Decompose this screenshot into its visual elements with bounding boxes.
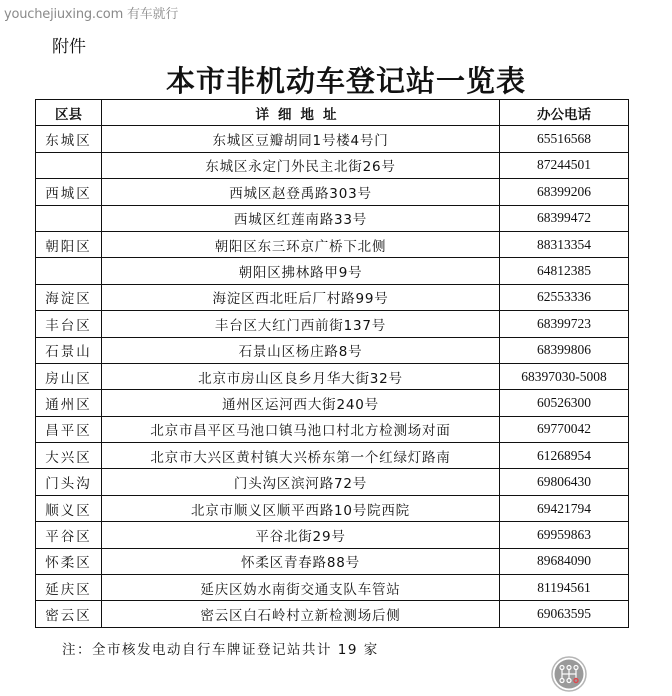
table-row <box>36 311 629 337</box>
address-cell: 平谷北街29号 <box>102 522 500 548</box>
table-row <box>36 231 629 257</box>
district-cell: 密云区 <box>36 601 102 627</box>
address-cell: 丰台区大红门西前街137号 <box>102 311 500 337</box>
table-row <box>36 548 629 574</box>
table-row <box>36 258 629 284</box>
page-title: 本市非机动车登记站一览表 <box>165 64 526 98</box>
phone-cell: 81194561 <box>500 575 629 601</box>
address-cell: 密云区白石岭村立新检测场后侧 <box>102 601 500 627</box>
district-cell <box>36 205 102 231</box>
district-cell: 通州区 <box>36 390 102 416</box>
district-cell: 怀柔区 <box>36 548 102 574</box>
district-cell: 朝阳区 <box>36 231 102 257</box>
address-cell: 西城区红莲南路33号 <box>102 205 500 231</box>
address-cell: 西城区赵登禹路303号 <box>102 179 500 205</box>
table-row <box>36 284 629 310</box>
phone-cell: 68397030-5008 <box>500 363 629 389</box>
address-cell: 北京市顺义区顺平西路10号院西院 <box>102 495 500 521</box>
table-row <box>36 495 629 521</box>
phone-cell: 89684090 <box>500 548 629 574</box>
address-cell: 北京市昌平区马池口镇马池口村北方检测场对面 <box>102 416 500 442</box>
district-cell: 海淀区 <box>36 284 102 310</box>
attachment-label: 附件 <box>52 37 86 57</box>
table-header-row <box>36 100 629 126</box>
phone-cell: 69806430 <box>500 469 629 495</box>
registration-stations-table <box>35 99 629 628</box>
gear-shift-icon <box>551 656 587 692</box>
footnote: 注：全市核发电动自行车牌证登记站共计 19 家 <box>62 642 379 658</box>
table-row <box>36 363 629 389</box>
table-row <box>36 469 629 495</box>
address-cell: 门头沟区滨河路72号 <box>102 469 500 495</box>
phone-cell: 88313354 <box>500 231 629 257</box>
address-cell: 北京市房山区良乡月华大街32号 <box>102 363 500 389</box>
phone-cell: 62553336 <box>500 284 629 310</box>
phone-cell: 68399206 <box>500 179 629 205</box>
district-cell: 昌平区 <box>36 416 102 442</box>
table-row <box>36 179 629 205</box>
table-row <box>36 443 629 469</box>
address-cell: 石景山区杨庄路8号 <box>102 337 500 363</box>
district-cell: 门头沟 <box>36 469 102 495</box>
header-district: 区县 <box>36 100 102 126</box>
table-row <box>36 601 629 627</box>
district-cell: 石景山 <box>36 337 102 363</box>
table-row <box>36 337 629 363</box>
address-cell: 海淀区西北旺后厂村路99号 <box>102 284 500 310</box>
table-row <box>36 522 629 548</box>
district-cell: 西城区 <box>36 179 102 205</box>
table-row <box>36 205 629 231</box>
phone-cell: 69770042 <box>500 416 629 442</box>
district-cell <box>36 152 102 178</box>
table-row <box>36 575 629 601</box>
phone-cell: 69421794 <box>500 495 629 521</box>
district-cell: 丰台区 <box>36 311 102 337</box>
address-cell: 通州区运河西大街240号 <box>102 390 500 416</box>
district-cell: 房山区 <box>36 363 102 389</box>
district-cell: 平谷区 <box>36 522 102 548</box>
table-row <box>36 152 629 178</box>
address-cell: 怀柔区青春路88号 <box>102 548 500 574</box>
district-cell: 顺义区 <box>36 495 102 521</box>
phone-cell: 87244501 <box>500 152 629 178</box>
address-cell: 朝阳区东三环京广桥下北侧 <box>102 231 500 257</box>
address-cell: 东城区永定门外民主北街26号 <box>102 152 500 178</box>
address-cell: 朝阳区拂林路甲9号 <box>102 258 500 284</box>
address-cell: 北京市大兴区黄村镇大兴桥东第一个红绿灯路南 <box>102 443 500 469</box>
watermark-text: youchejiuxing.com 有车就行 <box>4 7 179 22</box>
phone-cell: 68399806 <box>500 337 629 363</box>
address-cell: 东城区豆瓣胡同1号楼4号门 <box>102 126 500 152</box>
table-row <box>36 390 629 416</box>
phone-cell: 60526300 <box>500 390 629 416</box>
phone-cell: 68399723 <box>500 311 629 337</box>
table-row <box>36 126 629 152</box>
district-cell: 延庆区 <box>36 575 102 601</box>
phone-cell: 69063595 <box>500 601 629 627</box>
phone-cell: 69959863 <box>500 522 629 548</box>
phone-cell: 65516568 <box>500 126 629 152</box>
table-row <box>36 416 629 442</box>
header-address: 详细地址 <box>102 100 500 126</box>
phone-cell: 64812385 <box>500 258 629 284</box>
phone-cell: 61268954 <box>500 443 629 469</box>
phone-cell: 68399472 <box>500 205 629 231</box>
header-phone: 办公电话 <box>500 100 629 126</box>
district-cell: 东城区 <box>36 126 102 152</box>
address-cell: 延庆区妫水南街交通支队车管站 <box>102 575 500 601</box>
district-cell: 大兴区 <box>36 443 102 469</box>
district-cell <box>36 258 102 284</box>
